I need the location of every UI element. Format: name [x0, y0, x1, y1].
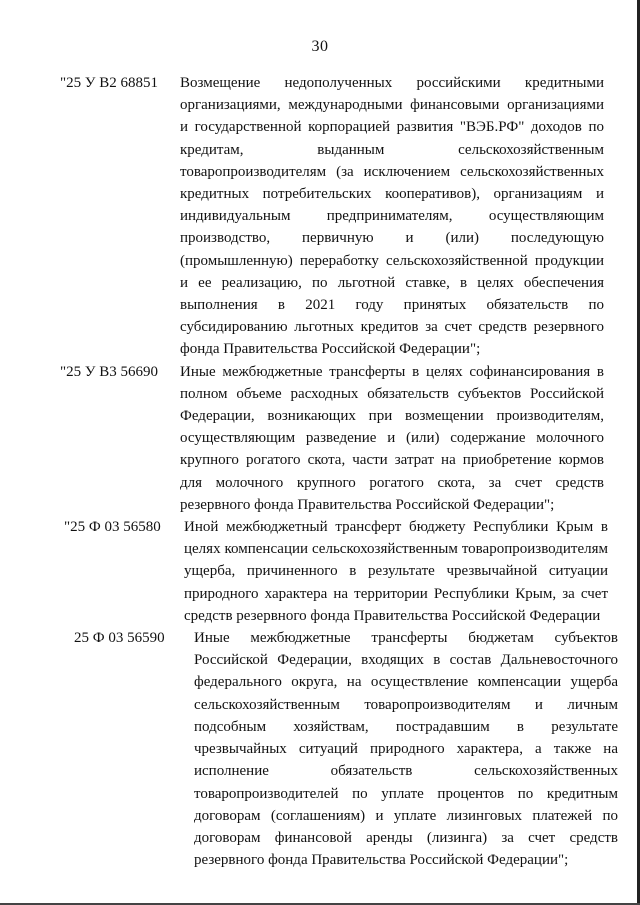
budget-code: "25 Ф 03 56580 [64, 519, 161, 536]
budget-code: "25 У В3 56690 [60, 363, 158, 380]
budget-description: Возмещение недополученных российскими кредитными организациями, международными финансовыми организациями и государственной корпорацией развития "ВЭБ.РФ" доходов по кредитам, выданным сельскохозяйственным товаропроизводителям (за исключением сельскохозяйственных кредитных потребительских кооперативов), организациям и индивидуальным предпринимателям, осуществляющим производство, первичную и (или) последующую (промышленную) переработку сельскохозяйственной продукции и ее реализацию, по льготной ставке, в целях обеспечения выполнения в 2021 году принятых обязательств по субсидированию льготных кредитов за счет средств резервного фонда Правительства Российской Федерации"; [180, 75, 604, 358]
budget-entry [60, 627, 618, 871]
budget-code: "25 У В2 68851 [60, 75, 158, 91]
budget-description: Иной межбюджетный трансферт бюджету Республики Крым в целях компенсации сельскохозяйственным товаропроизводителям ущерба, причиненного в результате чрезвычайной ситуации природного характера на территории Республики Крым, за счет средств резервного фонда Правительства Российской Федерации [184, 519, 608, 624]
budget-code: 25 Ф 03 56590 [74, 630, 165, 647]
budget-entry [60, 72, 610, 361]
budget-code-list [60, 72, 618, 871]
budget-entry [60, 361, 610, 516]
budget-entry [60, 516, 610, 627]
page-number: 30 [311, 38, 329, 55]
budget-description: Иные межбюджетные трансферты бюджетам субъектов Российской Федерации, входящих в состав Дальневосточного федерального округа, на осуществление компенсации ущерба сельскохозяйственным товаропроизводителям и личным подсобным хозяйствам, пострадавшим в результате чрезвычайных ситуаций природного характера, а также на исполнение обязательств сельскохозяйственных товаропроизводителей по уплате процентов по кредитным договорам (соглашениям) и уплате лизинговых платежей по договорам финансовой аренды (лизинга) за счет средств резервного фонда Правительства Российской Федерации"; [194, 630, 618, 869]
budget-description: Иные межбюджетные трансферты в целях софинансирования в полном объеме расходных обязательств субъектов Российской Федерации, возникающих при возмещении производителям, осуществляющим разведение и (или) содержание молочного крупного рогатого скота, части затрат на приобретение кормов для молочного крупного рогатого скота, за счет средств резервного фонда Правительства Российской Федерации"; [180, 363, 604, 513]
